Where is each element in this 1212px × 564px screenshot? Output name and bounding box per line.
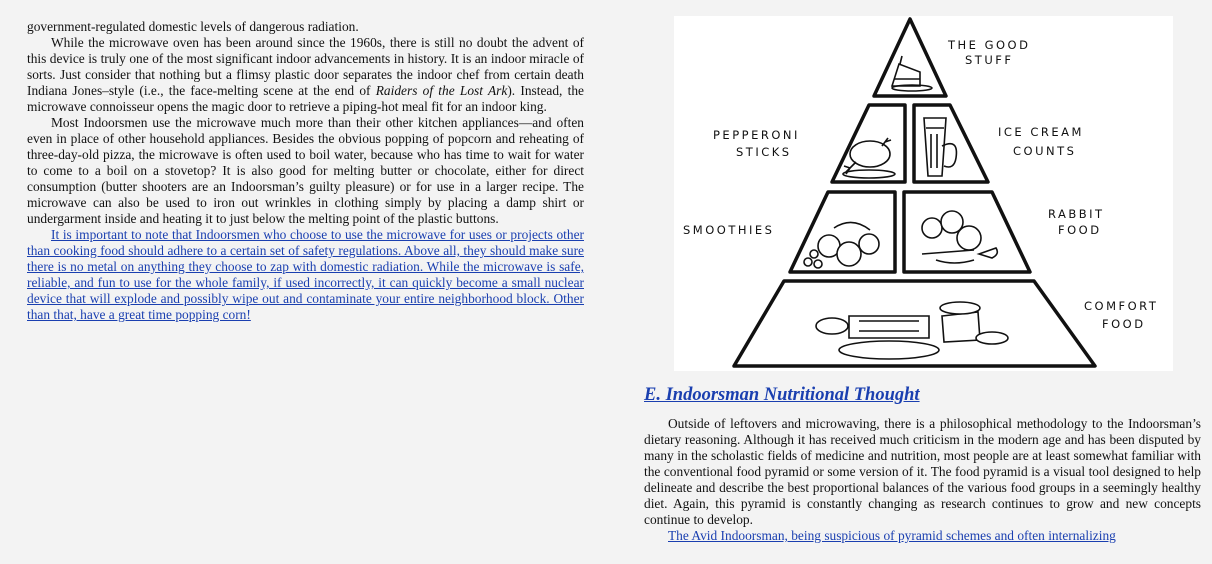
safety-note-link[interactable]: It is important to note that Indoorsmen who choose to use the microwave for uses or projects other than cooking food should adhere to a certain set of safety regulations. Above all, they should make sure there is no metal on anything they choose to zap with domestic radiation. While the microwave is safe, reliable, and fun to use for the whole family, if used incorrectly, it can quickly become a small nuclear device that will explode and possibly wipe out and contaminate your entire neighborhood block. Other than that, have a great time popping corn! xyxy=(27,227,584,322)
paragraph-continuation: government-regulated domestic levels of dangerous radiation. xyxy=(27,19,359,34)
paragraph-microwave-uses: Most Indoorsmen use the microwave much more than their other kitchen appliances—and often even in place of other household appliances. Besides the obvious popping of popcorn and reheating of three-day-old pizza, the microwave is often used to boil water, because who has time to wait for water to come to a boil on a stovetop? It is also good for melting butter or chocolate, either for direct consumption (butter shooters are an Indoorsman’s guilty pleasure) or for use in a larger recipe. The microwave can also be used to iron out wrinkles in clothing simply by placing a damp shirt or undergarment inside and heating it to just below the melting point of the plastic buttons. xyxy=(27,115,584,226)
label-bottom-line1: COMFORT xyxy=(1084,299,1159,313)
label-right-middle-line2: FOOD xyxy=(1058,223,1102,237)
food-pyramid-illustration xyxy=(674,16,1173,371)
label-left-upper-line1: PEPPERONI xyxy=(713,128,800,142)
movie-title: Raiders of the Lost Ark xyxy=(375,83,508,98)
label-right-upper-line1: ICE CREAM xyxy=(998,125,1084,139)
paragraph-microwave-history xyxy=(27,35,584,115)
label-top-line2: STUFF xyxy=(965,53,1014,67)
label-left-middle: SMOOTHIES xyxy=(683,223,775,237)
right-text-column xyxy=(644,416,1201,544)
paragraph-text: ). Instead, the microwave connoisseur opens the magic door to retrieve a piping-hot meal fit for an indoor king. xyxy=(27,83,584,114)
vegetables-icon xyxy=(922,211,997,263)
paragraph-text: While the microwave oven has been around since the 1960s, there is still no doubt the advent of this device is truly one of the most significant indoor advancements in history. It is an indoor miracle of sorts. Just consider that nothing but a flimsy plastic door separates the indoor chef from certain death Indiana Jones–style (i.e., the face-melting scene at the end of xyxy=(27,35,584,98)
label-top-line1: THE GOOD xyxy=(948,38,1031,52)
fruit-bowl-icon xyxy=(804,222,879,268)
left-text-column xyxy=(27,19,584,323)
label-right-middle-line1: RABBIT xyxy=(1048,207,1105,221)
comfort-food-icon xyxy=(816,302,1008,359)
label-right-upper-line2: COUNTS xyxy=(1013,144,1077,158)
label-bottom-line2: FOOD xyxy=(1102,317,1146,331)
section-heading-link[interactable]: E. Indoorsman Nutritional Thought xyxy=(644,385,920,405)
label-left-upper-line2: STICKS xyxy=(736,145,792,159)
food-pyramid-drawing xyxy=(674,16,1173,371)
paragraph-food-pyramid: Outside of leftovers and microwaving, there is a philosophical methodology to the Indoorsman’s dietary reasoning. Although it has received much criticism in the modern age and has been disputed by many in the scholastic fields of medicine and nutrition, most people are at least somewhat familiar with the conventional food pyramid or some version of it. The food pyramid is a visual tool designed to help delineate and describe the best proportional balances of the various food groups in a seemingly healthy diet. Again, this pyramid is constantly changing as research continues to grow and new concepts continue to develop. xyxy=(644,416,1201,527)
cake-slice-icon xyxy=(892,56,932,91)
pyramid-schemes-link[interactable]: The Avid Indoorsman, being suspicious of pyramid schemes and often internalizing xyxy=(668,528,1116,543)
ice-cream-cup-icon xyxy=(924,118,956,176)
